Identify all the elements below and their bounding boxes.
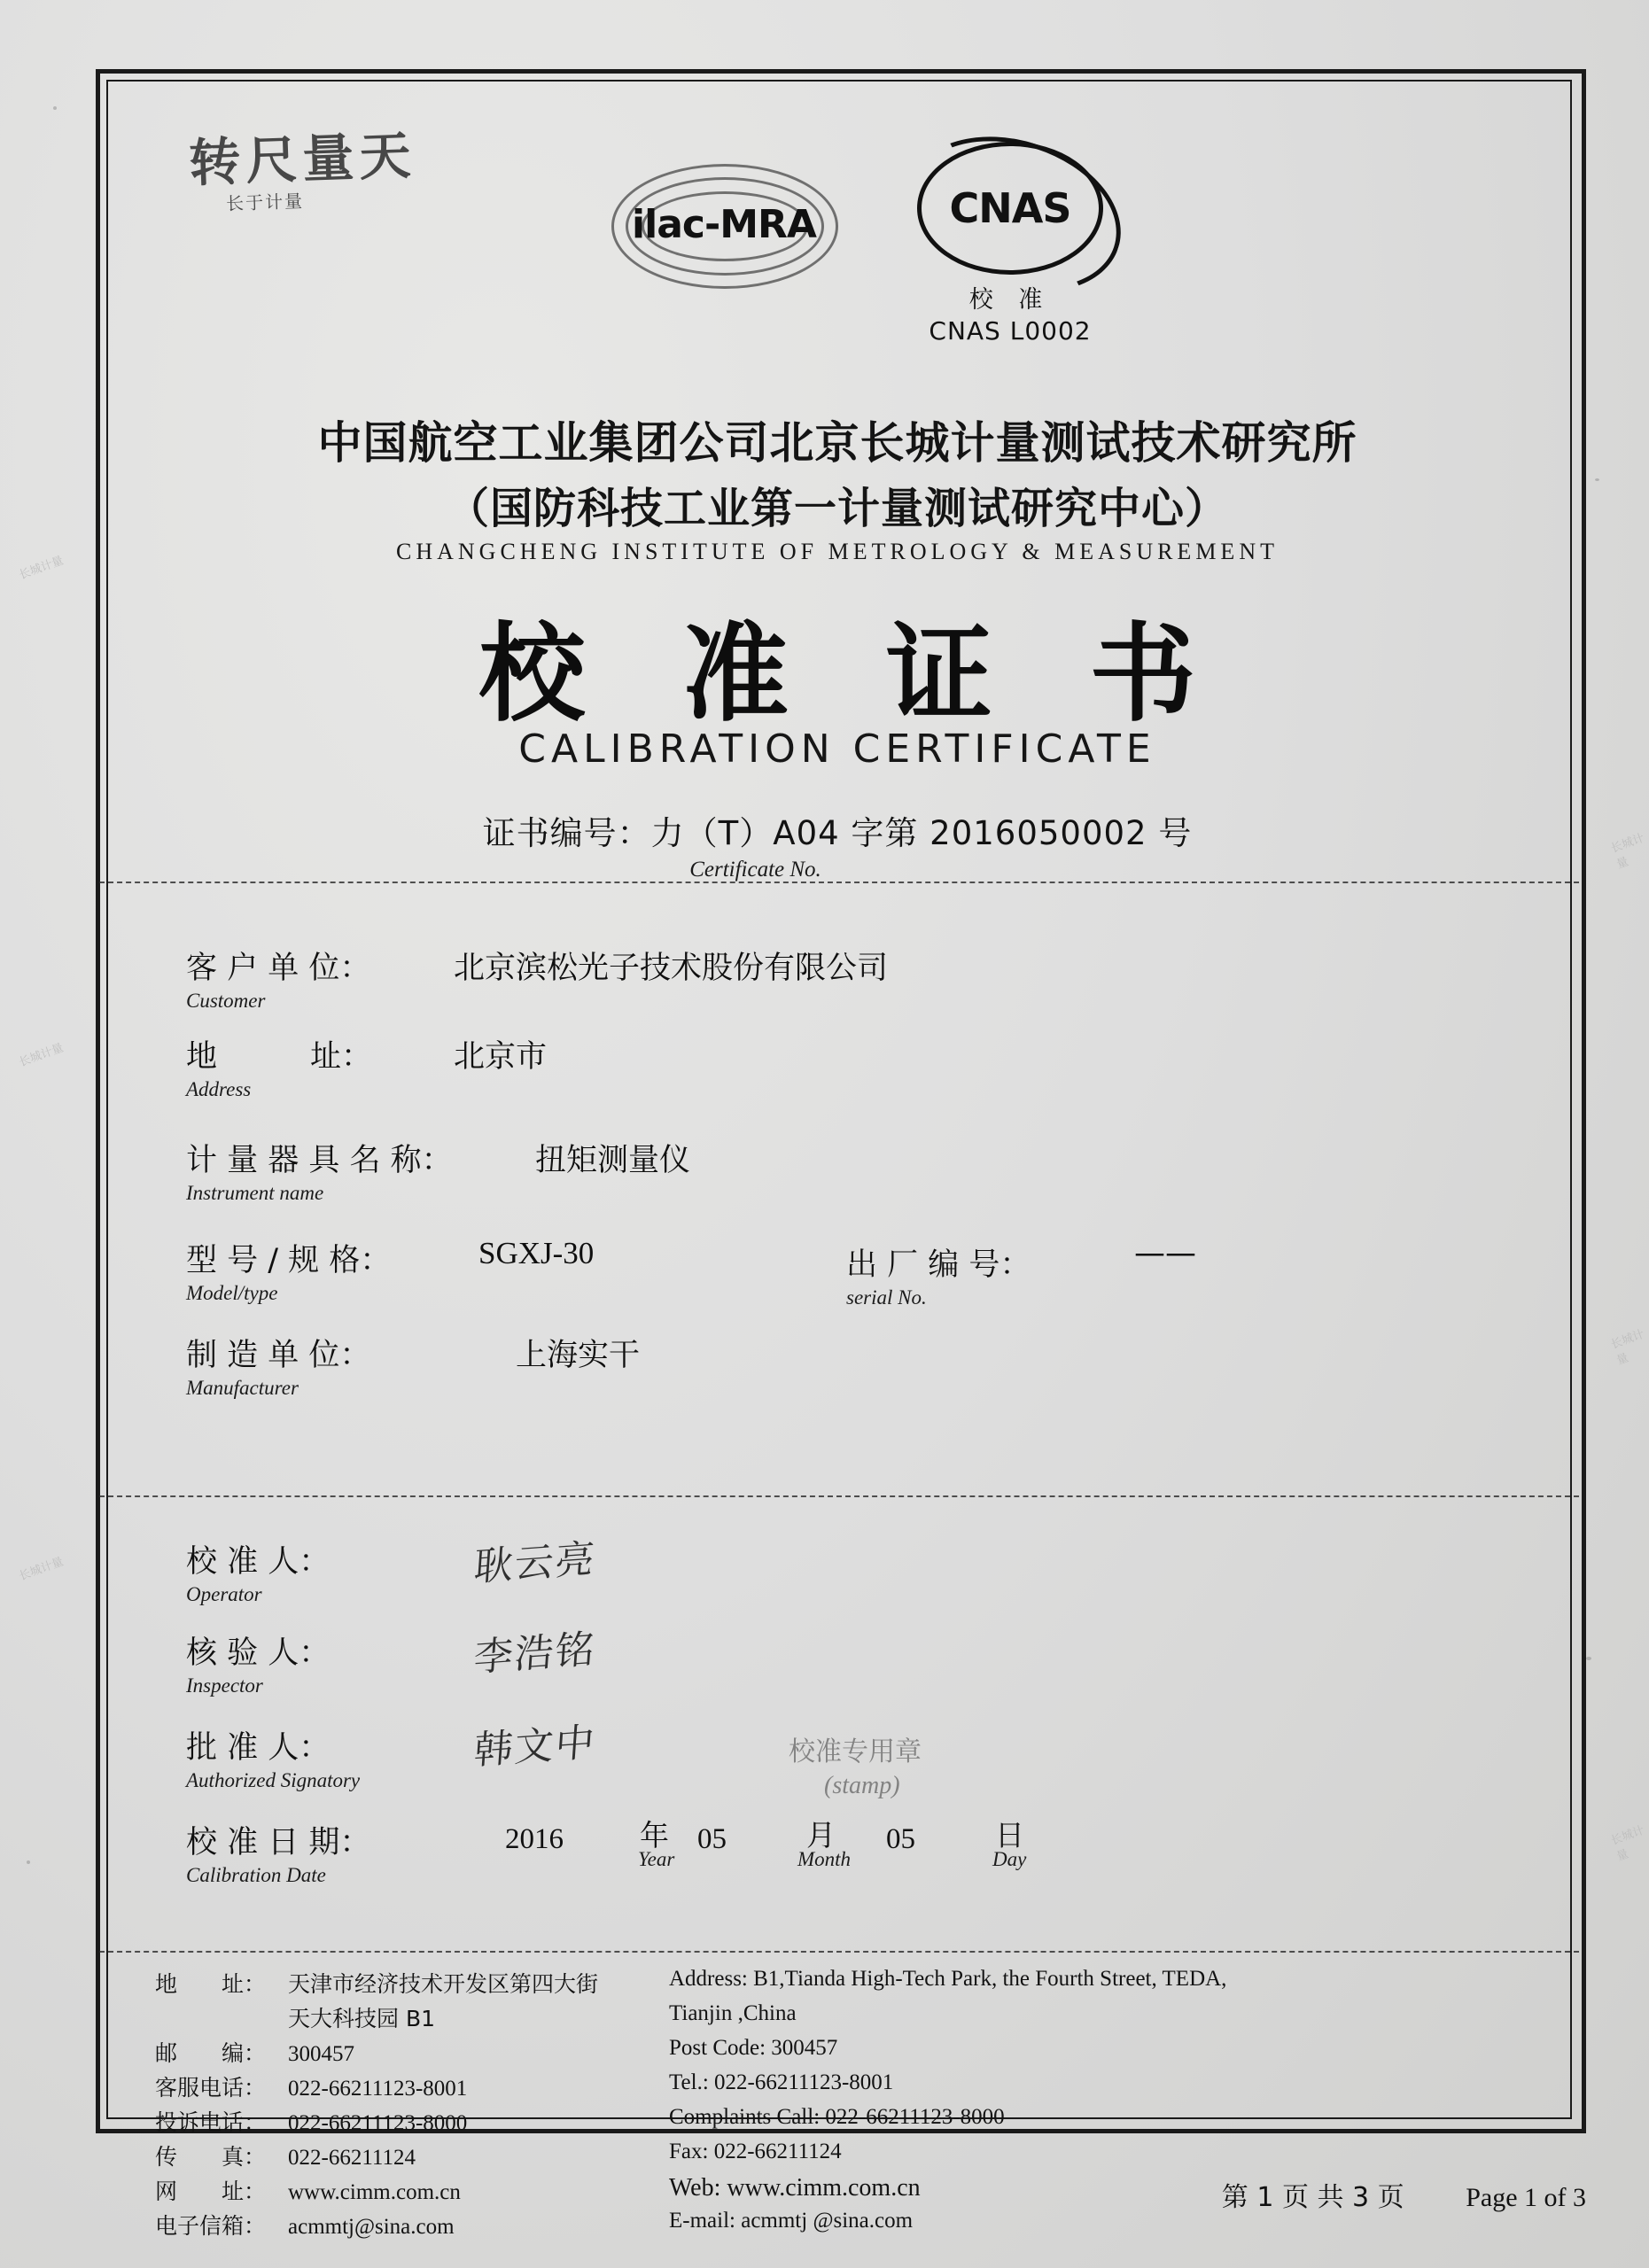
calligraphy-seal-icon (188, 125, 458, 270)
calibration-date-day-value: 05 (886, 1823, 915, 1855)
institute-name-en: CHANGCHENG INSTITUTE OF METROLOGY & MEASUREMENT (396, 539, 1279, 564)
cnas-logo (868, 142, 1152, 346)
contact-value: 022-66211124 (288, 2146, 416, 2170)
field-instrument-name (186, 1136, 453, 1205)
field-inspector-label-cn: 核 验 人： (186, 1635, 331, 1671)
contact-en-row-website[interactable]: Web: www.cimm.com.cn (669, 2174, 921, 2202)
contact-key: 客服电话： (155, 2075, 267, 2101)
watermark: 长城计量 (1609, 831, 1646, 872)
scan-speck (27, 1860, 30, 1864)
contact-value-email[interactable]: acmmtj@sina.com (288, 2215, 455, 2239)
page-footer (0, 2175, 1586, 2214)
certificate-number-block (106, 806, 1568, 882)
field-operator-label-en: Operator (186, 1583, 262, 1605)
field-customer-label-en: Customer (186, 990, 266, 1012)
calibration-date-label-en: Calibration Date (186, 1864, 326, 1886)
contact-value-website[interactable]: www.cimm.com.cn (288, 2180, 461, 2204)
contact-value: 022-66211123-8000 (288, 2111, 468, 2135)
contact-en-row: Fax: 022-66211124 (669, 2140, 842, 2163)
field-customer-label-cn: 客 户 单 位： (186, 951, 371, 986)
contact-row (155, 2036, 616, 2065)
calibration-date-year-unit: 年 (640, 1818, 669, 1852)
document-title-en: CALIBRATION CERTIFICATE (518, 726, 1156, 772)
field-customer-value: 北京滨松光子技术股份有限公司 (454, 951, 889, 986)
contact-row (155, 2105, 616, 2134)
contact-value: 022-66211123-8001 (288, 2077, 468, 2101)
field-manufacturer (186, 1331, 370, 1400)
field-manufacturer-label-cn: 制 造 单 位： (186, 1338, 371, 1373)
watermark: 长城计量 (17, 554, 66, 583)
contact-key: 邮 编： (155, 2040, 267, 2066)
calibration-date-day-unit-en: Day (992, 1848, 1027, 1870)
cnas-text: CNAS (949, 184, 1071, 232)
contact-key: 电子信箱： (155, 2213, 267, 2239)
field-calibration-date (186, 1818, 370, 1887)
contact-key: 传 真： (155, 2144, 267, 2170)
field-instrument-label-en: Instrument name (186, 1182, 324, 1204)
page-footer-en: Page 1 of 3 (1466, 2183, 1586, 2212)
ilac-mra-logo: ilac-MRA (632, 202, 816, 247)
institute-name-cn: 中国航空工业集团公司北京长城计量测试技术研究所 (317, 417, 1357, 469)
scan-speck (1595, 478, 1599, 481)
certificate-number-value: 力（T）A04 字第 2016050002 号 (650, 814, 1193, 852)
signature-operator: 耿云亮 (472, 1536, 598, 1591)
field-address-value: 北京市 (454, 1039, 548, 1075)
contact-en-row: Complaints Call: 022-66211123-8000 (669, 2105, 1005, 2129)
field-serial (846, 1240, 1031, 1309)
contact-en-row: Post Code: 300457 (669, 2036, 838, 2060)
watermark: 长城计量 (1609, 1327, 1646, 1368)
contact-row (155, 2001, 616, 2031)
field-model-label-cn: 型 号 / 规 格： (186, 1243, 392, 1278)
certificate-number-label-en: Certificate No. (689, 858, 821, 882)
signature-inspector: 李浩铭 (472, 1627, 598, 1682)
institute-subname-cn: （国防科技工业第一计量测试研究中心） (446, 484, 1228, 533)
cnas-circle-icon (917, 142, 1103, 275)
contact-value: 300457 (288, 2042, 354, 2066)
calligraphy-seal-subtext: 长于计量 (225, 190, 305, 214)
field-manufacturer-label-en: Manufacturer (186, 1377, 299, 1399)
field-authorized-signatory (186, 1723, 360, 1792)
field-signatory-label-cn: 批 准 人： (186, 1730, 331, 1766)
field-signatory-label-en: Authorized Signatory (186, 1769, 361, 1791)
field-model-value: SGXJ-30 (478, 1236, 595, 1270)
contact-key: 地 址： (155, 1971, 267, 1997)
field-serial-label-en: serial No. (846, 1286, 927, 1309)
cnas-chinese-label: 校 准 (968, 286, 1052, 314)
field-manufacturer-value: 上海实干 (516, 1338, 641, 1373)
calibration-date-year-unit-en: Year (638, 1848, 675, 1870)
calligraphy-seal-text: 转尺量天 (188, 125, 417, 194)
contact-row (155, 1967, 616, 1996)
calibration-date-month-value: 05 (697, 1823, 727, 1855)
divider-bottom (99, 1951, 1579, 1953)
contact-en-row: Tel.: 022-66211123-8001 (669, 2070, 894, 2094)
contact-en-row-email[interactable]: E-mail: acmmtj @sina.com (669, 2209, 914, 2233)
divider-middle (99, 1495, 1579, 1497)
calibration-date-month-unit-en: Month (797, 1848, 852, 1870)
contact-key: 网 址： (155, 2179, 267, 2204)
document-title-cn: 校 准 证 书 (478, 613, 1226, 736)
field-serial-label-cn: 出 厂 编 号： (846, 1247, 1031, 1283)
contact-en-row: Tianjin ,China (669, 2001, 797, 2025)
field-inspector-label-en: Inspector (186, 1674, 263, 1697)
contact-row (155, 2070, 616, 2100)
logo-row (106, 80, 1568, 346)
field-operator-label-cn: 校 准 人： (186, 1544, 331, 1580)
stamp-label-cn: 校准专用章 (789, 1736, 922, 1767)
page-footer-cn: 第 1 页 共 3 页 (1221, 2182, 1404, 2213)
calibration-date-day-unit: 日 (995, 1818, 1024, 1852)
field-instrument-label-cn: 计 量 器 具 名 称： (186, 1143, 453, 1178)
cnas-code: CNAS L0002 (929, 316, 1092, 346)
watermark: 长城计量 (17, 1555, 66, 1584)
contact-en-row: Address: B1,Tianda High-Tech Park, the Fourth Street, TEDA, (669, 1967, 1227, 1991)
watermark: 长城计量 (1609, 1823, 1646, 1864)
field-address-label-en: Address (186, 1078, 252, 1100)
certificate-number-label: 证书编号： (482, 814, 651, 852)
field-instrument-value: 扭矩测量仪 (535, 1143, 691, 1178)
calibration-date-month-unit: 月 (806, 1818, 836, 1852)
contact-row (155, 2140, 616, 2169)
contact-value: 天津市经济技术开发区第四大街 (288, 1971, 599, 1997)
field-serial-value: —— (1134, 1236, 1196, 1271)
stamp-label-en: (stamp) (824, 1772, 900, 1799)
watermark: 长城计量 (17, 1041, 66, 1070)
scan-speck (1586, 1657, 1591, 1660)
field-model (186, 1236, 391, 1305)
field-address-label-cn: 地 址： (186, 1039, 373, 1075)
field-customer (186, 944, 370, 1013)
stamp-placeholder (789, 1729, 922, 1800)
divider-top (99, 882, 1579, 883)
contact-value: 天大科技园 B1 (288, 2006, 436, 2031)
field-model-label-en: Model/type (186, 1282, 278, 1304)
contact-key: 投诉电话： (155, 2109, 267, 2135)
signature-authorized: 韩文中 (472, 1720, 598, 1775)
field-inspector (186, 1628, 330, 1697)
calibration-date-label-cn: 校 准 日 期： (186, 1825, 371, 1860)
field-address (186, 1032, 372, 1101)
scan-speck (53, 106, 57, 110)
calibration-date-year-value: 2016 (505, 1823, 564, 1855)
field-operator (186, 1537, 330, 1606)
